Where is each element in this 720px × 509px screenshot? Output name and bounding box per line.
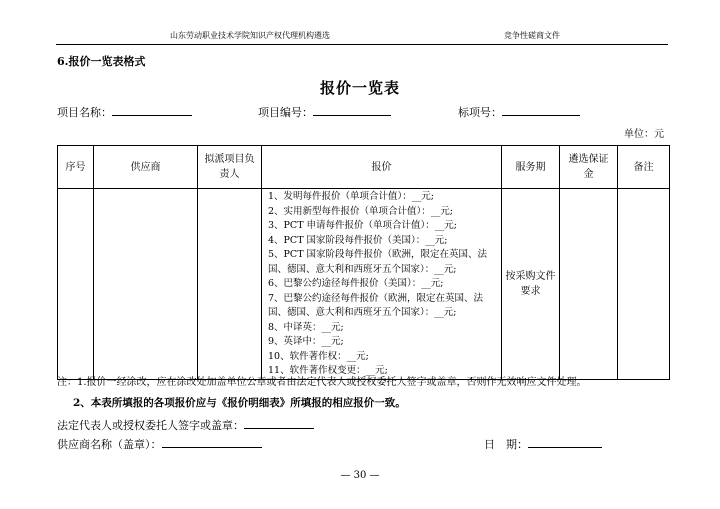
quote-item: 5、PCT 国家阶段每件报价（欧洲，限定在英国、法 bbox=[268, 249, 488, 260]
signature-label: 法定代表人或授权委托人签字或盖章： bbox=[57, 419, 244, 432]
quote-item: 8、中译英：__元; bbox=[268, 321, 344, 333]
cell-project-lead bbox=[198, 189, 262, 380]
currency-unit: 单位：元 bbox=[624, 129, 664, 140]
project-name-blank bbox=[112, 105, 192, 116]
date-field bbox=[484, 436, 602, 452]
project-name-field bbox=[57, 104, 192, 120]
cell-quote-items bbox=[262, 189, 502, 380]
cell-deposit bbox=[560, 189, 618, 380]
quote-item: 1、发明每件报价（单项合计值）：__元; bbox=[268, 191, 434, 202]
lot-no-field bbox=[458, 104, 580, 120]
project-no-label: 项目编号： bbox=[258, 106, 313, 119]
quote-item: 国、德国、意大利和西班牙五个国家）：__元; bbox=[268, 263, 457, 275]
quote-item: 6、巴黎公约途径每件报价（美国）：__元; bbox=[268, 278, 444, 289]
project-name-label: 项目名称： bbox=[57, 106, 112, 119]
quote-item: 3、PCT 申请每件报价（单项合计值）：__元; bbox=[268, 220, 458, 231]
consistency-statement: 2、本表所填报的各项报价应与《报价明细表》所填报的相应报价一致。 bbox=[73, 397, 406, 409]
page-number: — 30 — bbox=[340, 470, 380, 481]
date-label: 日 期： bbox=[484, 438, 528, 451]
col-header-deposit-text: 遴选保证金 bbox=[568, 154, 609, 180]
date-blank bbox=[528, 437, 602, 448]
quote-item: 10、软件著作权：__元; bbox=[268, 350, 369, 362]
supplier-seal-blank bbox=[162, 437, 262, 448]
project-no-blank bbox=[313, 105, 391, 116]
quote-item: 7、巴黎公约途径每件报价（欧洲，限定在英国、法 bbox=[268, 292, 484, 304]
col-header-supplier: 供应商 bbox=[94, 146, 198, 189]
table-header-row bbox=[58, 146, 670, 189]
lot-no-label: 标项号： bbox=[458, 106, 502, 119]
cell-seq bbox=[58, 189, 94, 380]
quote-item: 9、英译中：__元; bbox=[268, 336, 344, 347]
header-divider bbox=[56, 44, 668, 45]
header-org-title: 山东劳动职业技术学院知识产权代理机构遴选 bbox=[170, 31, 330, 40]
service-period-text: 按采购文件要求 bbox=[505, 270, 556, 297]
col-header-remarks: 备注 bbox=[618, 146, 670, 189]
cell-supplier bbox=[94, 189, 198, 380]
signature-field bbox=[57, 417, 314, 433]
signature-blank bbox=[244, 418, 314, 429]
col-header-project-lead bbox=[198, 146, 262, 189]
cell-service-period bbox=[502, 189, 560, 380]
lot-no-blank bbox=[502, 105, 580, 116]
col-header-service-period: 服务期 bbox=[502, 146, 560, 189]
cell-remarks bbox=[618, 189, 670, 380]
header-doc-type: 竞争性磋商文件 bbox=[504, 31, 560, 40]
supplier-seal-field bbox=[57, 436, 262, 452]
quote-item: 4、PCT 国家阶段每件报价（美国）：__元; bbox=[268, 234, 448, 246]
supplier-seal-label: 供应商名称（盖章）： bbox=[57, 438, 162, 451]
quotation-table bbox=[57, 145, 670, 380]
page-title: 报价一览表 bbox=[319, 79, 400, 97]
quote-item: 11、软件著作权变更：__元; bbox=[268, 365, 388, 376]
quote-item: 2、实用新型每件报价（单项合计值）：__元; bbox=[268, 205, 453, 217]
quote-item: 国、德国、意大利和西班牙五个国家）：__元; bbox=[268, 307, 457, 318]
section-heading: 6.报价一览表格式 bbox=[57, 55, 146, 68]
col-header-quote: 报价 bbox=[262, 146, 502, 189]
quote-item-list bbox=[268, 189, 501, 379]
col-header-project-lead-text: 拟派项目负责人 bbox=[204, 154, 255, 180]
col-header-seq: 序号 bbox=[58, 146, 94, 189]
project-no-field bbox=[258, 104, 391, 120]
col-header-deposit bbox=[560, 146, 618, 189]
table-row bbox=[58, 189, 670, 380]
note-text: 注：1.报价一经涂改，应在涂改处加盖单位公章或者由法定代表人或授权委托人签字或盖章，否则作无效响应文件处理。 bbox=[57, 377, 587, 388]
